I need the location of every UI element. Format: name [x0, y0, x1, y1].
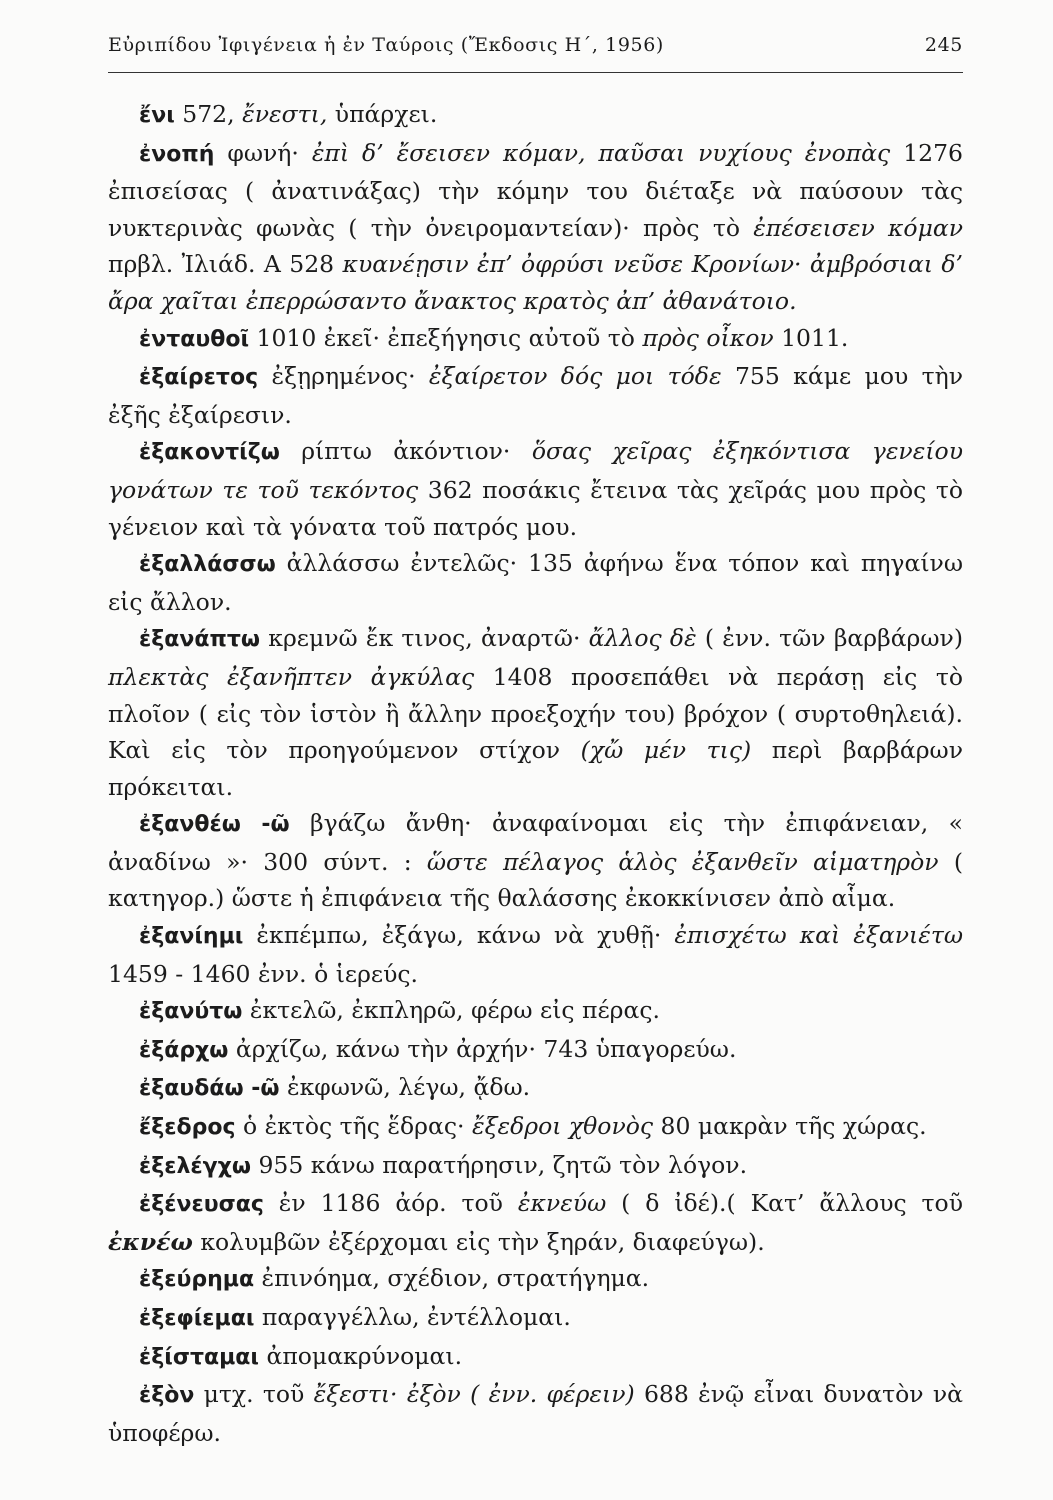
- entry-text: ἐξὸν ( ἐνν. φέρειν): [406, 1380, 635, 1409]
- entry-text: κρεμνῶ ἔκ τινος, ἀναρτῶ·: [260, 624, 589, 653]
- entry-text: 955 κάνω παρατήρησιν, ζητῶ τὸν λόγον.: [250, 1150, 748, 1179]
- entry-text: 80 μακρὰν τῆς χώρας.: [653, 1112, 927, 1141]
- headword: ἐξαυδάω -ῶ: [139, 1076, 280, 1102]
- headword: ἐξεύρημα: [139, 1267, 255, 1293]
- glossary-entries: [108, 96, 963, 1451]
- entry-text: ἐκπέμπω, ἐξάγω, κάνω νὰ χυθῇ·: [243, 921, 675, 950]
- entry-text: 1011.: [773, 323, 849, 352]
- headword: ἔνι: [139, 103, 175, 128]
- headword: ἐξακοντίζω: [139, 440, 280, 466]
- headword: ἐξελέγχω: [139, 1153, 251, 1179]
- glossary-entry: [108, 1260, 963, 1299]
- entry-text: 572,: [174, 100, 243, 128]
- glossary-entry: [108, 620, 963, 805]
- glossary-entry: [108, 805, 963, 917]
- glossary-entry: [108, 433, 963, 545]
- entry-text: [398, 1380, 407, 1408]
- entry-text: ἐξῃρημένος·: [258, 362, 429, 391]
- entry-text: φωνή·: [214, 138, 312, 167]
- glossary-entry: [108, 992, 963, 1031]
- entry-text: ( δ ἰδέ).( Κατ’ ἄλλους τοῦ: [606, 1189, 963, 1218]
- entry-text: πρὸς οἶκον: [642, 323, 774, 352]
- entry-text: μτχ. τοῦ: [194, 1380, 314, 1409]
- headword: ἐνοπή: [139, 141, 215, 167]
- glossary-entry: [108, 135, 963, 320]
- entry-text: 362 ποσάκις ἔτεινα τὰς χεῖράς μου πρὸς τὸ γένειον καὶ τὰ γόνατα τοῦ πατρός μου.: [108, 475, 963, 541]
- entry-text: ἐπέσεισεν κόμαν: [753, 213, 963, 242]
- glossary-entry: [108, 545, 963, 620]
- entry-text: ὑπάρχει.: [327, 100, 438, 128]
- glossary-entry: [108, 1031, 963, 1070]
- header-rule: [108, 72, 963, 73]
- entry-text: (χὤ μέν τις): [580, 736, 752, 765]
- glossary-entry: [108, 96, 963, 135]
- entry-text: κολυμβῶν ἐξέρχομαι εἰς τὴν ξηράν, διαφεύγω).: [192, 1227, 765, 1256]
- entry-text: ρίπτω ἀκόντιον·: [279, 437, 532, 466]
- headword: ἐξεφίεμαι: [139, 1306, 255, 1331]
- entry-text: 688 ἐνῷ εἶναι δυνατὸν νὰ ὑποφέρω.: [108, 1380, 963, 1447]
- entry-text: ἄλλος δὲ: [588, 624, 697, 653]
- headword: ἐξαλλάσσω: [139, 552, 276, 578]
- entry-text: κυανέῃσιν ἐπ’ ὀφρύσι νεῦσε Κρονίων· ἀμβρόσιαι δ’ ἄρα χαῖται ἐπερρώσαντο ἄνακτος κρατὸς ἀπ’ ἀθανάτοιο.: [108, 250, 963, 315]
- entry-text: ἐκτελῶ, ἐκπληρῶ, φέρω εἰς πέρας.: [242, 996, 660, 1025]
- glossary-entry: [108, 1185, 963, 1260]
- entry-text: ἐπινόημα, σχέδιον, στρατήγημα.: [254, 1264, 650, 1293]
- entry-text: 1276 ἐπισείσας ( ἀνατινάξας) τὴν κόμην του διέταξε νὰ παύσουν τὰς νυκτερινὰς φωνὰς ( τὴν ὀνειρομαντείαν)· πρὸς τὸ: [108, 138, 963, 242]
- glossary-entry: [108, 358, 963, 433]
- entry-text: ( ἐνν. τῶν βαρβάρων): [696, 624, 963, 653]
- headword: ἐξανύτω: [139, 999, 243, 1025]
- entry-text: ὅσας χεῖρας ἐξηκόντισα γενείου γονάτων τε τοῦ τεκόντος: [108, 437, 963, 504]
- entry-text: παραγγέλλω, ἐντέλλομαι.: [254, 1303, 571, 1331]
- headword: ἐξάρχω: [139, 1037, 229, 1063]
- entry-text: ἀρχίζω, κάνω τὴν ἀρχήν· 743 ὑπαγορεύω.: [228, 1034, 737, 1063]
- entry-text: ἔξεστι·: [313, 1380, 398, 1409]
- book-title: Εὐριπίδου Ἰφιγένεια ἡ ἐν Ταύροις (Ἔκδοσις Η΄, 1956): [108, 34, 664, 56]
- entry-text: ἐπὶ δ’ ἔσεισεν κόμαν, παῦσαι νυχίους ἐνοπὰς: [311, 138, 891, 167]
- entry-text: ἐξαίρετον δός μοι τόδε: [428, 362, 722, 391]
- headword: ἐξαίρετος: [139, 365, 259, 391]
- entry-text: ἐν 1186 ἀόρ. τοῦ: [263, 1189, 518, 1218]
- headword: ἐξανθέω -ῶ: [139, 812, 290, 838]
- glossary-entry: [108, 1376, 963, 1451]
- headword: ἐξίσταμαι: [139, 1344, 259, 1370]
- entry-text: περὶ βαρβάρων πρόκειται.: [108, 736, 963, 801]
- entry-text: ἐκνεύω: [517, 1189, 607, 1218]
- headword: ἐξανίημι: [139, 924, 244, 950]
- glossary-entry: [108, 1338, 963, 1377]
- entry-text: ἔνεστι,: [242, 100, 328, 128]
- glossary-entry: [108, 1108, 963, 1147]
- glossary-entry: [108, 320, 963, 359]
- glossary-entry: [108, 917, 963, 992]
- headword: ἐνταυθοῖ: [139, 326, 250, 352]
- page-number: 245: [924, 34, 963, 56]
- entry-text: ὁ ἐκτὸς τῆς ἕδρας·: [235, 1112, 472, 1141]
- entry-text: βγάζω ἄνθη· ἀναφαίνομαι εἰς τὴν ἐπιφάνειαν, « ἀναδίνω »· 300 σύντ. :: [108, 809, 963, 876]
- entry-text: ἐπισχέτω καὶ ἐξανιέτω: [674, 921, 963, 950]
- glossary-entry: [108, 1299, 963, 1338]
- entry-text: ( κατηγορ.) ὥστε ἡ ἐπιφάνεια τῆς θαλάσσης ἐκοκκίνισεν ἀπὸ αἷμα.: [108, 847, 964, 913]
- glossary-entry: [108, 1147, 963, 1186]
- entry-text: πρβλ. Ἰλιάδ. Α 528: [108, 250, 343, 279]
- entry-text: ἔξεδροι χθονὸς: [471, 1112, 654, 1141]
- entry-text: 1459 - 1460 ἐνν. ὁ ἱερεύς.: [108, 959, 418, 988]
- headword: ἐξὸν: [139, 1383, 195, 1409]
- entry-text: 1010 ἐκεῖ· ἐπεξήγησις αὐτοῦ τὸ: [249, 323, 643, 352]
- entry-text: ὥστε πέλαγος ἁλὸς ἐξανθεῖν αἱματηρὸν: [426, 847, 939, 876]
- entry-text: 755 κάμε μου τὴν ἐξῆς ἐξαίρεσιν.: [108, 362, 963, 429]
- headword: ἐξένευσας: [139, 1192, 264, 1218]
- entry-text: ἐκνέω: [108, 1227, 193, 1256]
- running-header: [108, 34, 963, 56]
- headword: ἔξεδρος: [139, 1115, 236, 1141]
- headword: ἐξανάπτω: [139, 627, 261, 653]
- entry-text: ἀλλάσσω ἐντελῶς· 135 ἀφήνω ἕνα τόπον καὶ πηγαίνω εἰς ἄλλον.: [108, 549, 963, 616]
- entry-text: ἀπομακρύνομαι.: [258, 1341, 463, 1370]
- glossary-entry: [108, 1069, 963, 1108]
- entry-text: πλεκτὰς ἐξανῆπτεν ἀγκύλας: [108, 662, 475, 691]
- entry-text: 1408 προσεπάθει νὰ περάσῃ εἰς τὸ πλοῖον ( εἰς τὸν ἱστὸν ἢ ἄλλην προεξοχήν του) βρόχον ( συρτοθηλειά). Καὶ εἰς τὸν προηγούμενον στίχον: [108, 662, 963, 765]
- entry-text: ἐκφωνῶ, λέγω, ᾄδω.: [279, 1073, 531, 1102]
